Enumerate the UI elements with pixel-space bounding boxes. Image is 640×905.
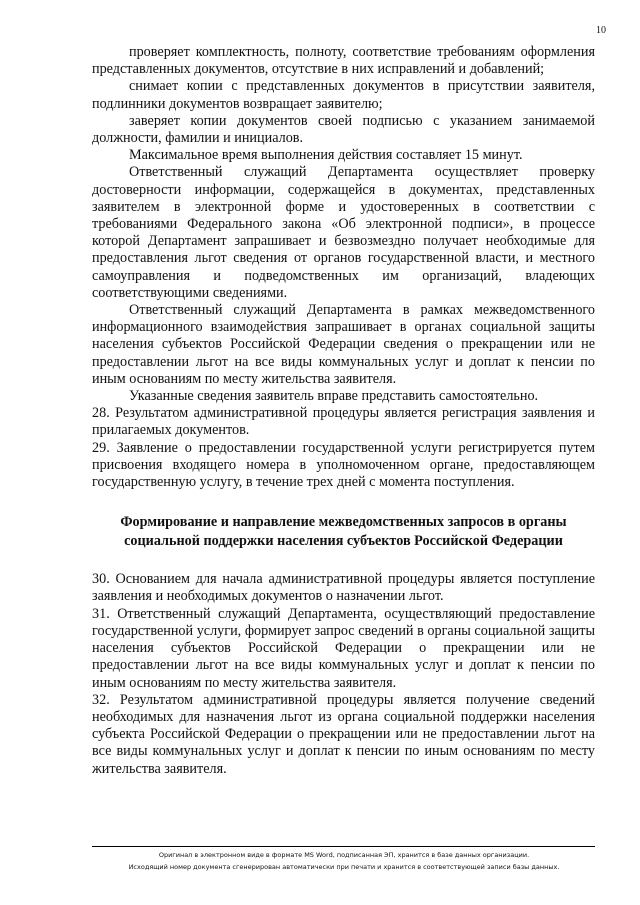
- footer-line-1: Оригинал в электронном виде в формате MS Word, подписанная ЭП, хранится в базе данных организации.: [158, 851, 530, 859]
- footer-line-2: Исходящий номер документа сгенерирован автоматически при печати и хранится в соответствующей записи базы данных.: [128, 863, 560, 871]
- document-body: [92, 44, 595, 778]
- paragraph: 28. Результатом административной процедуры является регистрация заявления и прилагаемых документов.: [92, 405, 595, 439]
- paragraph: Ответственный служащий Департамента в рамках межведомственного информационного взаимодействия запрашивает в органах социальной защиты населения субъектов Российской Федерации сведения о прекращении или не предоставлении льгот на все виды коммунальных услуг и доплат к пенсии по иным основаниям по месту жительства заявителя.: [92, 302, 595, 387]
- page-footer: [70, 849, 618, 873]
- paragraph: 29. Заявление о предоставлении государственной услуги регистрируется путем присвоения входящего номера в уполномоченном органе, предоставляющем государственную услугу, в течение трех дней с момента поступления.: [92, 439, 595, 491]
- paragraph: 31. Ответственный служащий Департамента, осуществляющий предоставление государственной услуги, формирует запрос сведений в органы социальной защиты населения субъектов Российской Федерации о прекращении или не предоставлении льгот на все виды коммунальных услуг и доплат к пенсии по иным основаниям по месту жительства заявителя.: [92, 605, 595, 691]
- paragraph-group-bottom: [92, 571, 595, 777]
- section-heading-line-1: Формирование и направление межведомственных запросов в органы: [120, 514, 567, 531]
- section-heading-line-2: социальной поддержки населения субъектов Российской Федерации: [124, 533, 563, 550]
- paragraph: Максимальное время выполнения действия составляет 15 минут.: [129, 147, 523, 164]
- paragraph: проверяет комплектность, полноту, соответствие требованиям оформления представленных документов, отсутствие в них исправлений и добавлений;: [92, 44, 595, 78]
- paragraph: заверяет копии документов своей подписью с указанием занимаемой должности, фамилии и инициалов.: [92, 112, 595, 147]
- paragraph: снимает копии с представленных документов в присутствии заявителя, подлинники документов возвращает заявителю;: [92, 78, 595, 112]
- paragraph: 32. Результатом административной процедуры является получение сведений необходимых для назначения льгот из органа социальной поддержки населения субъекта Российской Федерации о прекращении или не предоставлении льгот на все виды коммунальных услуг и доплат к пенсии по иным основаниям по месту жительства заявителя.: [92, 691, 595, 777]
- paragraph: 30. Основанием для начала административной процедуры является поступление заявления и необходимых документов о назначении льгот.: [92, 571, 595, 605]
- paragraph-group-top: [92, 44, 595, 491]
- page-number: 10: [596, 25, 606, 36]
- section-heading: [92, 513, 595, 551]
- paragraph: Указанные сведения заявитель вправе представить самостоятельно.: [129, 388, 539, 405]
- footer-divider: [92, 846, 595, 847]
- paragraph: Ответственный служащий Департамента осуществляет проверку достоверности информации, содержащейся в документах, представленных заявителем в электронной форме и удостоверенных в соответствии с требованиями Федерального закона «Об электронной подписи», в процессе которой Департамент запрашивает и безвозмездно получает необходимые для предоставления льгот сведения от органов государственной власти, и местного самоуправления и подведомственных им организаций, владеющих соответствующими сведениями.: [92, 164, 595, 301]
